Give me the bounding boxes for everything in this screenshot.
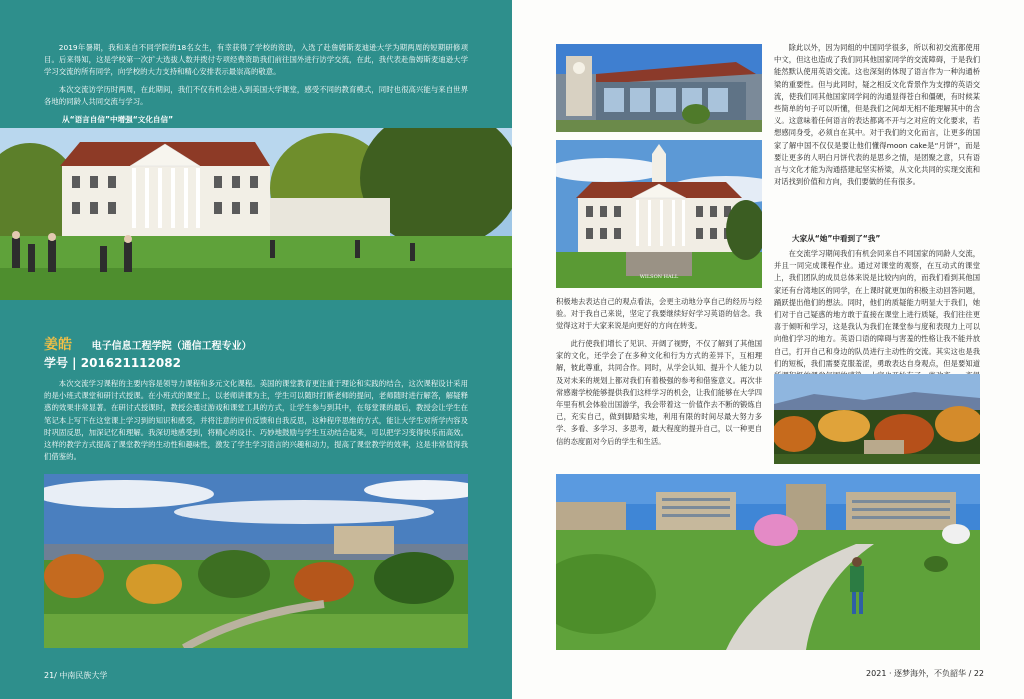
student-id: 学号 | 201621112082	[44, 356, 181, 370]
col2-paragraph-1: 除此以外，因为同组的中国同学很多，所以和初交流都使用中文，但这也造成了我们同其他国家同学的交流障碍，于是我们能然默认使用英语交流。这也深刻的体现了语言作为一种沟通桥梁的重要性。但与此同时，疑之相反文化背景作为支撑的英语交流，使我们同其他国家同学间的沟通显得苍白和僵硬，有时候某些简单的句子可以听懂，但是我们之间却无相不能理解其中的含义。这意味着任何语言的表达都离不开与之对应的文化要求，若想感同身受，必须自在其中。对于我们的文化而言，让更多的国家了解中国不仅仅是要让他们懂得moon cake是“月饼”，而是要让更多的人明白月饼代表的是思乡之情，是团聚之意，只有语言与文化才能为沟通搭建起坚实桥梁，从文化共同的实现交流和对话找到价值和方向，我们要做的任有很多。	[774, 43, 980, 187]
author-name: 姜皓	[44, 337, 72, 353]
campus-walkway-photo	[556, 474, 980, 650]
intro-paragraph-1: 2019年暑期，我和来自不同学院的18名女生，有幸获得了学校的资助，入选了赴詹姆斯麦迪逊大学为期两周的短期研修项目。后来得知，这是学校第一次扩大选拔人数并拨付专项经费资助我们前往国外进行访学交流，在此，我代表赴詹姆斯麦迪逊大学学习交流的所有同学，向学校的大力支持和精心安排表示最崇高的敬意。	[44, 43, 468, 77]
wilson-hall-photo	[556, 140, 762, 288]
author-line	[44, 334, 252, 354]
footer-right: 2021 · 逐梦海外，不负韶华 / 22	[866, 669, 984, 678]
autumn-campus-photo	[774, 374, 980, 464]
section-subhead: 从“语言自信”中增强“文化自信”	[62, 115, 174, 124]
col1-paragraph-2: 此行使我们增长了见识、开阔了视野，不仅了解到了其他国家的文化，还学会了在多种文化和行为方式的差异下，互相理解，彼此尊重，共同合作。同时，从学会认知、提升个人能力以及对未来的规划上都对我们有着极强的参考和借鉴意义。再次非常感谢学校能够提供我们这样学习的机会，让我们能够在大学四年里有机会体验出国游学，我会带着这一价值作去不断的锻炼自己，充实自己，做到脚踏实地，利用有限的时间尽最大努力多学、多看、多学习、多思考，最大程度的提升自己，以一种更自信的态度面对今后的学生和生活。	[556, 339, 762, 446]
intro-paragraph-2: 本次交流访学历时两周，在此期间，我们不仅有机会进入到美国大学课堂，感受不同的教育模式，同时也很高兴能与来自世界各地的同龄人共同交流与学习。	[44, 85, 468, 107]
col2-paragraph-2: 在交流学习期间我们有机会同来自不同国家的同龄人交流，并且一同完成课程作业。通过对课堂的观察，在互动式的课堂上，我们团队的成员总体来说是比较内向的，而我们看到其他国家还有台湾地区的同学，在上课时就更加的积极主动回答问题，踊跃提出他们的想法。同时，他们的质疑能力明显大于我们，她们对于自己疑惑的地方敢于直接在课堂上进行质疑，我们往往更喜于倾听和学习，这是我认为我们在课堂参与度和表现力上可以向他们学习的地方。英语口语的障碍与害羞的性格让我不能并放自己，打开自己和身边的队员进行主动性的交流。其实这也是我们的短板，我们需要克服羞涩，勇敢表达自身观点，但是要知道	[774, 249, 980, 368]
campus-hall-photo	[0, 128, 512, 300]
footer-left: 21/ 中南民族大学	[44, 671, 108, 680]
modern-building-photo	[556, 44, 762, 132]
right-page	[512, 0, 1024, 699]
col2-subhead: 大家从“她”中看到了“我”	[792, 234, 881, 243]
hall-sign: WILSON HALL	[639, 274, 679, 280]
col1-paragraph-1: 积极地去表达自己的观点看法，会更主动地分享自己的经历与经验。对于我自己来说，坚定了我要继续好好学习英语的信念。我觉得这对于大家来说是向更好的方向在转变。	[556, 297, 762, 331]
campus-landscape-photo	[44, 474, 468, 648]
body-paragraph: 本次交流学习课程的主要内容是领导力课程和多元文化课程。美国的课堂教育更注重于理论和实践的结合，这次课程设计采用的是小班式课堂和研讨式授课。在小班式的课堂上，以老师讲课为主，学生可以随时打断老师的提问，老师随时进行解答，解疑释惑的效果非常显著。在研讨式授课时，教授会通过游戏和课堂工具的方式，让学生参与到其中，在每堂课的最后，教授会让学生在笔记本上写下在这堂课上学习到的知识和感受，并将注意的评价反馈和自我反思，这种程序思维的方式，能让大学生对所学内容及时巩固反思，加深记忆和理解。我深切地感受到，将精心的设计、巧妙地鼓励与学生互动结合起来，可以把学习变得快乐而高效。这样的教学方式提高了课堂教学的生动性和趣味性，激发了学生学习语言的兴趣和动力，提高了课堂教学的效率，这是非常值得我们借鉴的。	[44, 379, 468, 462]
author-school: 电子信息工程学院（通信工程专业）	[91, 341, 252, 352]
